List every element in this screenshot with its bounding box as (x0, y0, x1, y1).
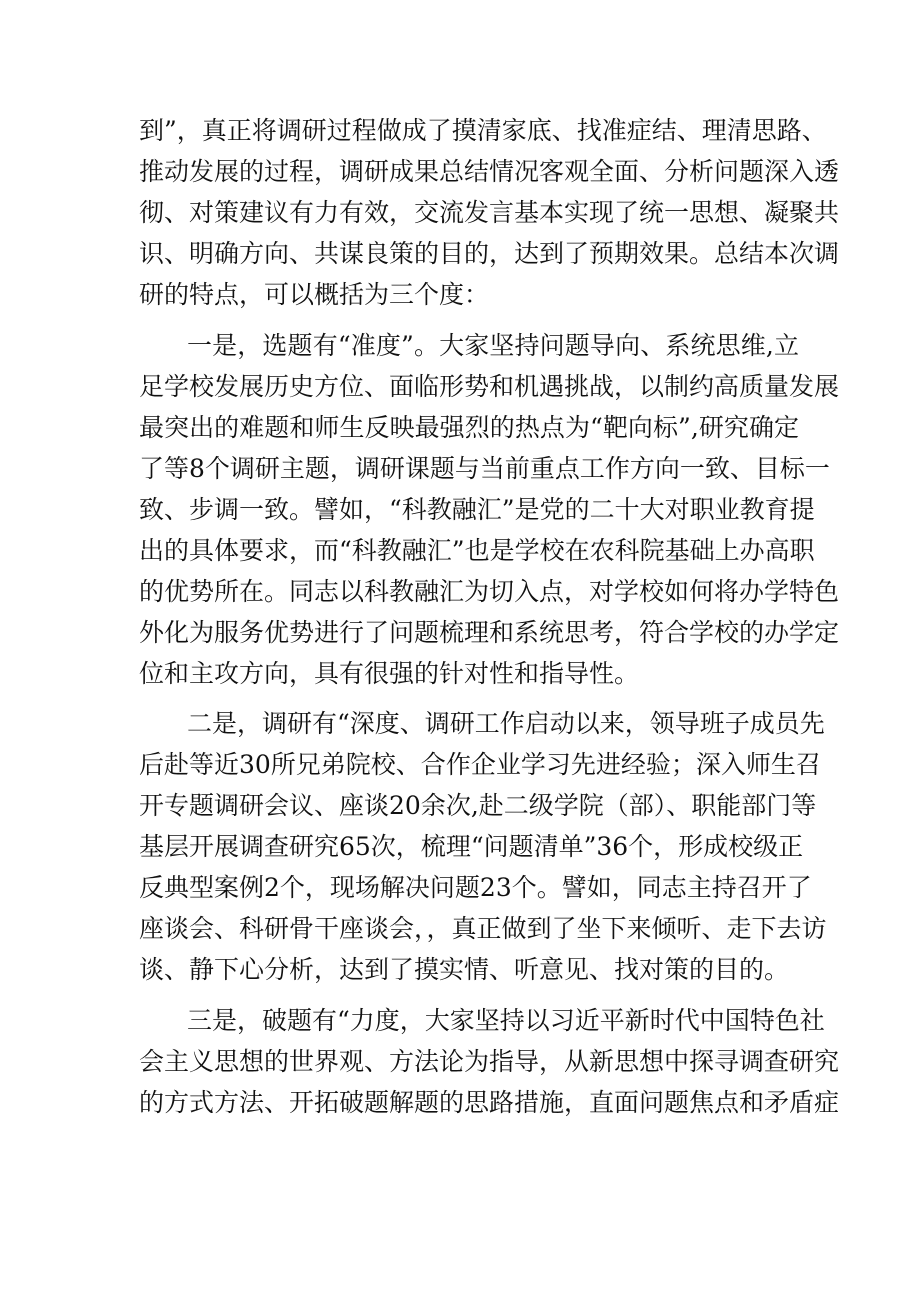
paragraph-start-line: 三是，破题有“力度，大家坚持以习近平新时代中国特色社 (187, 1006, 825, 1035)
text-line: 位和主攻方向，具有很强的针对性和指导性。 (139, 659, 640, 688)
text-line: 最突出的难题和师生反映最强烈的热点为“靶向标”,研究确定 (139, 413, 799, 442)
text-line: 基层开展调查研究65次，梳理“问题清单”36个，形成校级正 (139, 832, 804, 861)
text-line: 的优势所在。同志以科教融汇为切入点，对学校如何将办学特色 (139, 577, 840, 606)
text-line: 会主义思想的世界观、方法论为指导，从新思想中探寻调查研究 (139, 1047, 840, 1076)
text-line: 后赴等近30所兄弟院校、合作企业学习先进经验；深入师生召 (139, 750, 821, 779)
text-line: 推动发展的过程，调研成果总结情况客观全面、分析问题深入透 (139, 157, 840, 186)
paragraph-start-line: 一是，选题有“准度”。大家坚持问题导向、系统思维,立 (187, 331, 799, 360)
text-line: 彻、对策建议有力有效，交流发言基本实现了统一思想、凝聚共 (139, 198, 840, 227)
text-line: 谈、静下心分析，达到了摸实情、听意见、找对策的目的。 (139, 955, 790, 984)
text-line: 的方式方法、开拓破题解题的思路措施，直面问题焦点和矛盾症 (139, 1088, 840, 1117)
text-line: 外化为服务优势进行了问题梳理和系统思考，符合学校的办学定 (139, 618, 840, 647)
text-line: 出的具体要求，而“科教融汇”也是学校在农科院基础上办高职 (139, 536, 815, 565)
text-line: 到”，真正将调研过程做成了摸清家底、找准症结、理清思路、 (139, 116, 827, 145)
paragraph-start-line: 二是，调研有“深度、调研工作启动以来，领导班子成员先 (187, 709, 825, 738)
text-line: 足学校发展历史方位、面临形势和机遇挑战，以制约高质量发展 (139, 372, 840, 401)
text-line: 座谈会、科研骨干座谈会，，真正做到了坐下来倾听、走下去访 (139, 914, 827, 943)
text-line: 了等8个调研主题，调研课题与当前重点工作方向一致、目标一 (139, 454, 830, 483)
text-line: 反典型案例2个，现场解决问题23个。譬如，同志主持召开了 (139, 873, 812, 902)
text-line: 研的特点，可以概括为三个度： (139, 280, 490, 309)
text-line: 致、步调一致。譬如，“科教融汇”是党的二十大对职业教育提 (139, 495, 815, 524)
text-line: 识、明确方向、共谋良策的目的，达到了预期效果。总结本次调 (139, 239, 840, 268)
text-line: 开专题调研会议、座谈20余次,赴二级学院（部）、职能部门等 (139, 791, 817, 820)
